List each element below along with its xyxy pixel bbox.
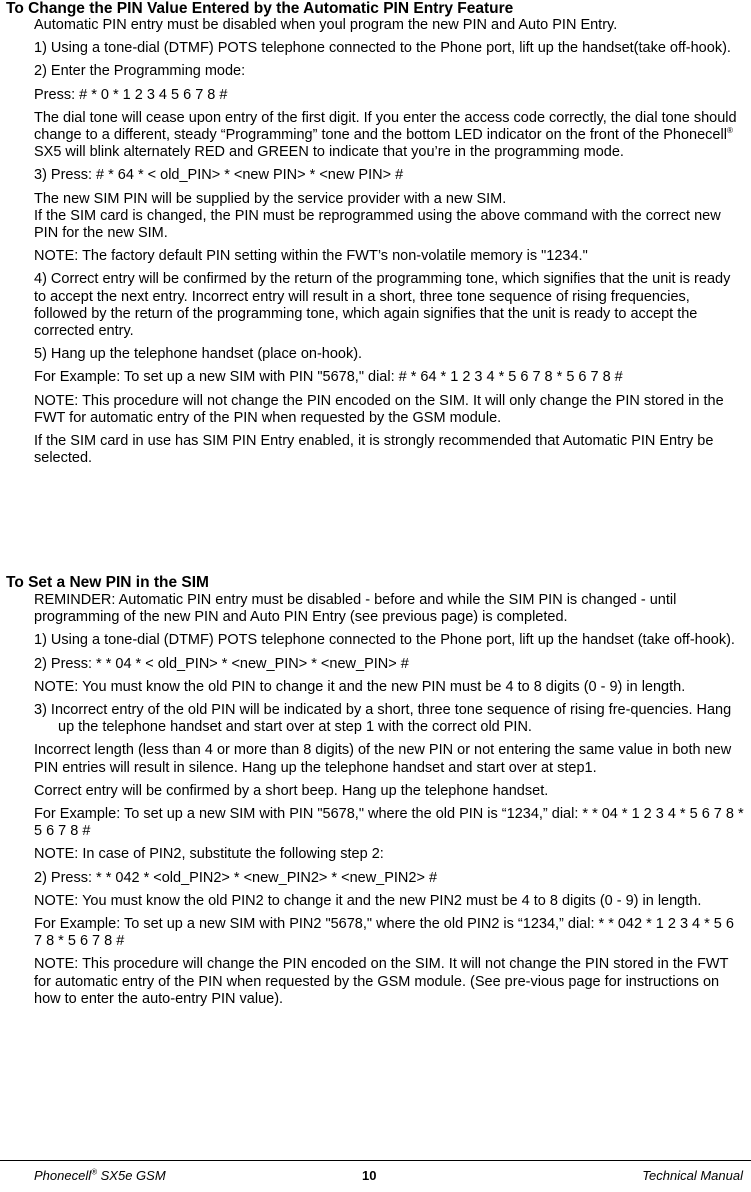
product-name: Phonecell xyxy=(34,1168,92,1183)
note-default-pin: NOTE: The factory default PIN setting within the FWT’s non-volatile memory is "1234." xyxy=(34,248,588,265)
new-pin-paragraph xyxy=(34,191,746,243)
step-2: 2) Enter the Programming mode: xyxy=(34,63,246,80)
note-pin2: NOTE: In case of PIN2, substitute the following step 2: xyxy=(34,846,384,863)
text: If the SIM card is changed, the PIN must be reprogrammed using the above command with the correct new PIN for the new SIM. xyxy=(34,207,721,242)
page-number: 10 xyxy=(362,1168,377,1183)
section-heading-new-pin: To Set a New PIN in the SIM xyxy=(6,574,209,591)
note-sim: NOTE: This procedure will not change the PIN encoded on the SIM. It will only change the PIN stored in the FWT for automatic entry of the PIN when requested by the GSM module. xyxy=(34,392,724,426)
text: SX5 will blink alternately RED and GREEN to indicate that you’re in the programming mode. xyxy=(34,144,624,161)
section-change-pin-body xyxy=(34,17,746,473)
step-5: 5) Hang up the telephone handset (place on-hook). xyxy=(34,346,363,363)
example: For Example: To set up a new SIM with PIN "5678," dial: # * 64 * 1 2 3 4 * 5 6 7 8 * 5 6 7 8 # xyxy=(34,369,623,386)
example-2: For Example: To set up a new SIM with PIN2 "5678," where the old PIN2 is “1234,” dial: * * 042 * 1 2 3 4 * 5 6 7 8 * 5 6 7 8 # xyxy=(34,916,734,950)
example-1: For Example: To set up a new SIM with PIN "5678," where the old PIN is “1234,” dial: * * 04 * 1 2 3 4 * 5 6 7 8 * 5 6 7 8 # xyxy=(34,806,744,840)
note-change: NOTE: This procedure will change the PIN encoded on the SIM. It will not change the PIN stored in the FWT for automatic entry of the PIN when requested by the GSM module. (See pre-vious page for instructions on how to enter the auto-entry PIN value). xyxy=(34,956,729,1007)
step-1: 1) Using a tone-dial (DTMF) POTS telephone connected to the Phone port, lift up the handset(take off-hook). xyxy=(34,40,731,57)
step-1: 1) Using a tone-dial (DTMF) POTS telephone connected to the Phone port, lift up the handset (take off-hook). xyxy=(34,632,735,649)
step-3: 3) Incorrect entry of the old PIN will be indicated by a short, three tone sequence of rising fre-quencies. Hang up the telephone handset and start over at step 1 with the correct old PIN. xyxy=(34,702,732,736)
incorrect-length: Incorrect length (less than 4 or more than 8 digits) of the new PIN or not entering the same value in both new PIN entries will result in silence. Hang up the telephone handset and start over at step1. xyxy=(34,742,732,776)
page-footer xyxy=(0,1168,751,1188)
text: The new SIM PIN will be supplied by the service provider with a new SIM. xyxy=(34,190,507,207)
reminder: REMINDER: Automatic PIN entry must be disabled - before and while the SIM PIN is changed - until programming of the new PIN and Auto PIN Entry (see previous page) is completed. xyxy=(34,592,677,626)
step-4: 4) Correct entry will be confirmed by the return of the programming tone, which signifies that the unit is ready to accept the next entry. Incorrect entry will result in a short, three tone sequence of rising frequencies, followed by the return of the programming tone, which again signifies that the unit is ready to accept the corrected entry. xyxy=(34,271,731,340)
step-2: 2) Press: * * 04 * < old_PIN> * <new_PIN> * <new_PIN> # xyxy=(34,655,409,672)
dial-tone-paragraph xyxy=(34,110,746,162)
section-new-pin-body xyxy=(34,592,746,1014)
registered-mark: ® xyxy=(91,1167,98,1177)
step-2-pin2: 2) Press: * * 042 * <old_PIN2> * <new_PIN2> * <new_PIN2> # xyxy=(34,869,438,886)
note-length: NOTE: You must know the old PIN to change it and the new PIN must be 4 to 8 digits (0 - 9) in length. xyxy=(34,678,686,695)
note-length-pin2: NOTE: You must know the old PIN2 to change it and the new PIN2 must be 4 to 8 digits (0 - 9) in length. xyxy=(34,892,702,909)
paragraph: Automatic PIN entry must be disabled when youl program the new PIN and Auto PIN Entry. xyxy=(34,17,618,33)
registered-mark: ® xyxy=(726,126,733,136)
recommendation: If the SIM card in use has SIM PIN Entry enabled, it is strongly recommended that Automatic PIN Entry be selected. xyxy=(34,433,714,467)
product-model: SX5e GSM xyxy=(97,1168,166,1183)
manual-title: Technical Manual xyxy=(642,1168,743,1183)
section-heading-change-pin: To Change the PIN Value Entered by the Automatic PIN Entry Feature xyxy=(6,0,514,17)
footer-product xyxy=(34,1168,166,1183)
confirm: Correct entry will be confirmed by a short beep. Hang up the telephone handset. xyxy=(34,782,549,799)
text: The dial tone will cease upon entry of the first digit. If you enter the access code correctly, the dial tone should change to a different, steady “Programming” tone and the bottom LED indicator on the front of the Phonecell xyxy=(34,109,737,144)
footer-divider xyxy=(0,1160,751,1161)
step-3: 3) Press: # * 64 * < old_PIN> * <new PIN> * <new PIN> # xyxy=(34,167,404,184)
press-code: Press: # * 0 * 1 2 3 4 5 6 7 8 # xyxy=(34,86,228,103)
